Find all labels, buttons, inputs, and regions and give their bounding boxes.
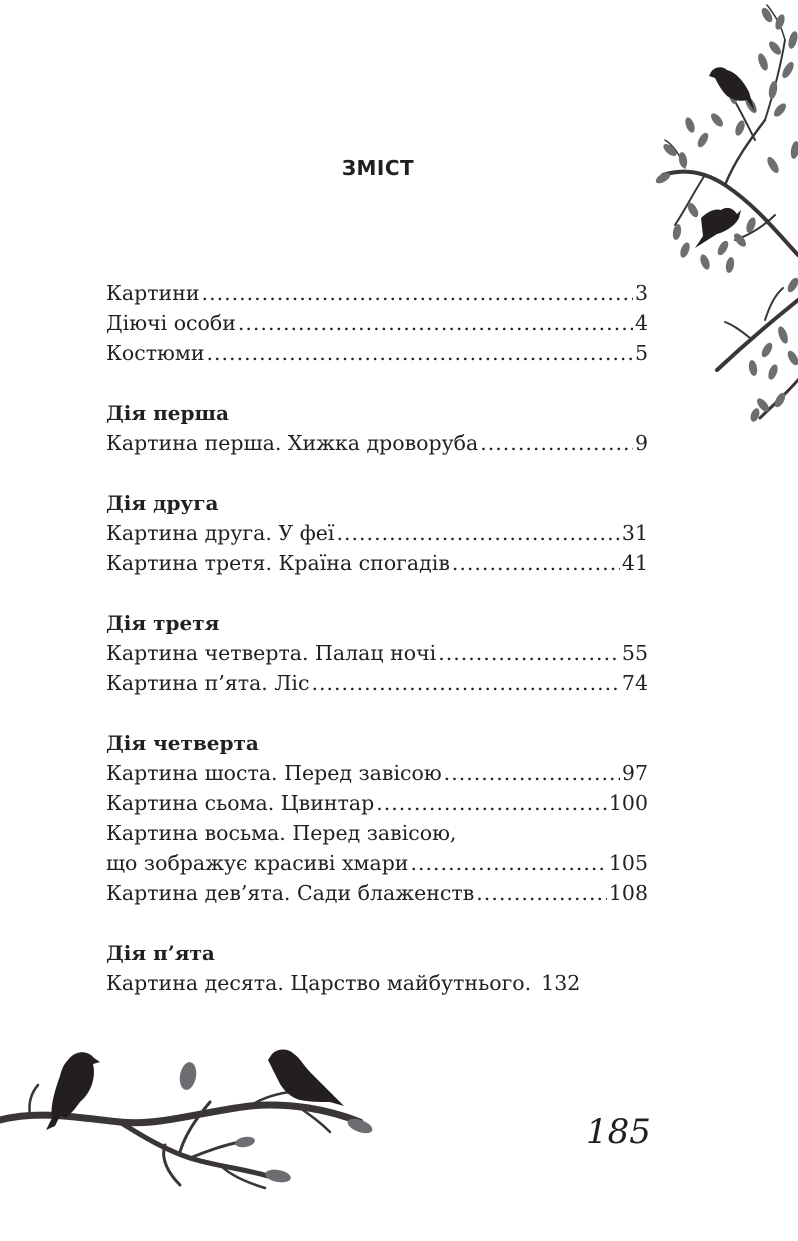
toc-leader-dots	[238, 308, 633, 338]
toc-entry-page: 5	[634, 341, 648, 365]
toc-leader-dots	[452, 548, 620, 578]
toc-leader-dots	[438, 638, 620, 668]
toc-section-act-1	[106, 398, 648, 458]
section-heading: Дія перша	[106, 401, 229, 425]
toc-entry-first-line: Картина восьма. Перед завісою,	[106, 821, 457, 845]
toc-entry-page: 31	[621, 521, 648, 545]
toc-entry	[106, 518, 648, 548]
toc-entry	[106, 548, 648, 578]
toc-entry	[106, 638, 648, 668]
toc-entry	[106, 878, 648, 908]
toc-entry	[106, 428, 648, 458]
section-heading: Дія четверта	[106, 731, 259, 755]
toc-entry-label: Картина шоста. Перед завісою	[106, 761, 442, 785]
toc-entry-label: Костюми	[106, 341, 205, 365]
toc-entry-page: 41	[621, 551, 648, 575]
toc-leader-dots	[202, 278, 633, 308]
toc-leader-dots	[376, 788, 607, 818]
toc-entry	[106, 788, 648, 818]
toc-entry-label: Картина п’ята. Ліс	[106, 671, 310, 695]
toc-leader-dots	[410, 848, 606, 878]
toc-intro-section	[106, 278, 648, 368]
toc-entry	[106, 308, 648, 338]
toc-section-act-5	[106, 938, 648, 998]
toc-section-act-2	[106, 488, 648, 578]
toc-entry-page: 97	[621, 761, 648, 785]
tree-branch-top-right-illustration	[655, 0, 798, 430]
toc-section-act-4	[106, 728, 648, 908]
toc-leader-dots	[480, 428, 633, 458]
toc-entry-page: 55	[621, 641, 648, 665]
branch-with-birds-bottom-left-illustration	[0, 1040, 380, 1200]
toc-entry	[106, 968, 648, 998]
toc-entry-label: Картини	[106, 281, 200, 305]
toc-entry-page: 74	[621, 671, 648, 695]
toc-leader-dots	[444, 758, 620, 788]
toc-entry-page: 4	[634, 311, 648, 335]
toc-leader-dots	[476, 878, 607, 908]
toc-entry-label: Діючі особи	[106, 311, 236, 335]
toc-entry-label: Картина дев’ята. Сади блаженств	[106, 881, 475, 905]
page-number: 185	[586, 1112, 651, 1152]
page-title: ЗМІСТ	[341, 156, 415, 180]
toc-entry	[106, 758, 648, 788]
table-of-contents	[106, 278, 648, 1028]
toc-entry-page: 105	[608, 851, 648, 875]
toc-entry-label: Картина четверта. Палац ночі	[106, 641, 437, 665]
toc-entry-label: Картина друга. У феї	[106, 521, 335, 545]
toc-leader-dots	[311, 668, 619, 698]
toc-entry	[106, 278, 648, 308]
toc-entry-page: 100	[608, 791, 648, 815]
section-heading: Дія третя	[106, 611, 220, 635]
toc-section-act-3	[106, 608, 648, 698]
toc-entry-page: 3	[634, 281, 648, 305]
toc-entry	[106, 848, 648, 878]
toc-entry	[106, 338, 648, 368]
toc-leader-dots	[336, 518, 619, 548]
toc-entry-label: Картина десята. Царство майбутнього.	[106, 971, 532, 995]
toc-entry-label: Картина перша. Хижка дроворуба	[106, 431, 479, 455]
toc-leader-dots	[207, 338, 633, 368]
toc-entry-label: Картина третя. Країна спогадів	[106, 551, 450, 575]
toc-entry-page: 132	[541, 971, 581, 995]
toc-entry-page: 108	[608, 881, 648, 905]
section-heading: Дія друга	[106, 491, 219, 515]
toc-entry-label: Картина сьома. Цвинтар	[106, 791, 375, 815]
toc-entry	[106, 668, 648, 698]
toc-entry-label: що зображує красиві хмари	[106, 851, 409, 875]
toc-entry-page: 9	[634, 431, 648, 455]
section-heading: Дія п’ята	[106, 941, 215, 965]
